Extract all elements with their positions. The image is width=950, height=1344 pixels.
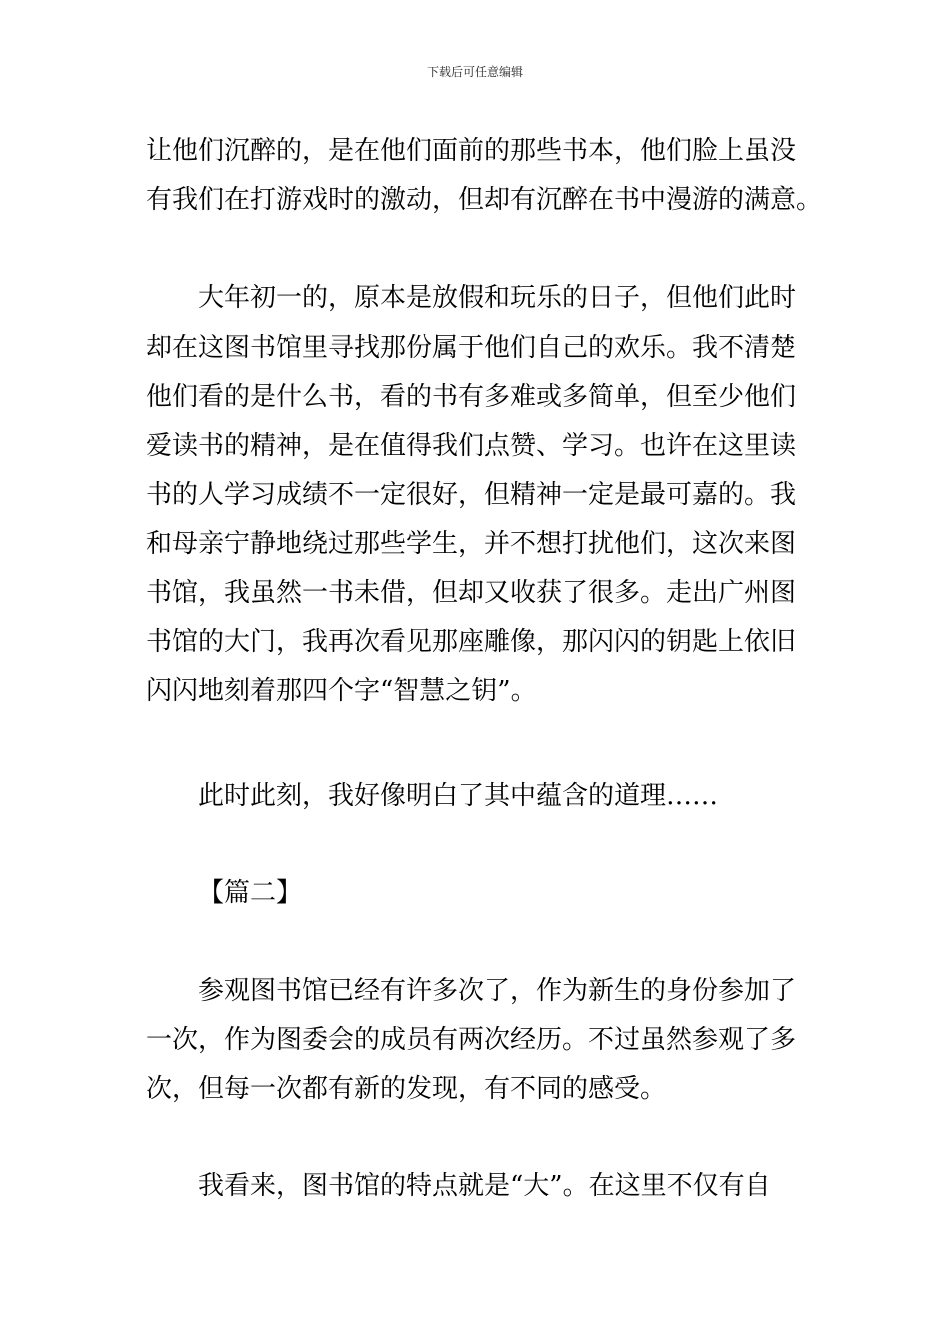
paragraph-3-line-1: 此时此刻，我好像明白了其中蕴含的道理…… (198, 781, 719, 811)
paragraph-2-line-6: 和母亲宁静地绕过那些学生，并不想打扰他们，这次来图 (146, 529, 797, 559)
paragraph-4-line-2: 一次，作为图委会的成员有两次经历。不过虽然参观了多 (146, 1025, 797, 1055)
paragraph-4-line-3: 次，但每一次都有新的发现，有不同的感受。 (146, 1074, 667, 1104)
paragraph-1-line-1: 让他们沉醉的，是在他们面前的那些书本，他们脸上虽没 (146, 136, 797, 166)
paragraph-2-line-8: 书馆的大门，我再次看见那座雕像，那闪闪的钥匙上依旧 (146, 627, 797, 657)
page-header: 下载后可任意编辑 (426, 65, 523, 79)
paragraph-2-line-1: 大年初一的，原本是放假和玩乐的日子，但他们此时 (198, 283, 797, 313)
paragraph-2-line-2: 却在这图书馆里寻找那份属于他们自己的欢乐。我不清楚 (146, 333, 797, 363)
paragraph-5-line-1: 我看来，图书馆的特点就是“大”。在这里不仅有自 (198, 1171, 771, 1201)
paragraph-4-line-1: 参观图书馆已经有许多次了，作为新生的身份参加了 (198, 976, 797, 1006)
paragraph-1-line-2: 有我们在打游戏时的激动，但却有沉醉在书中漫游的满意。 (146, 185, 823, 215)
section-heading: 【篇二】 (198, 878, 303, 908)
paragraph-2-line-5: 书的人学习成绩不一定很好，但精神一定是最可嘉的。我 (146, 480, 797, 510)
paragraph-2-line-7: 书馆，我虽然一书未借，但却又收获了很多。走出广州图 (146, 578, 797, 608)
paragraph-2-line-3: 他们看的是什么书，看的书有多难或多简单，但至少他们 (146, 382, 797, 412)
paragraph-2-line-4: 爱读书的精神，是在值得我们点赞、学习。也许在这里读 (146, 431, 797, 461)
paragraph-2-line-9: 闪闪地刻着那四个字“智慧之钥”。 (146, 676, 537, 706)
